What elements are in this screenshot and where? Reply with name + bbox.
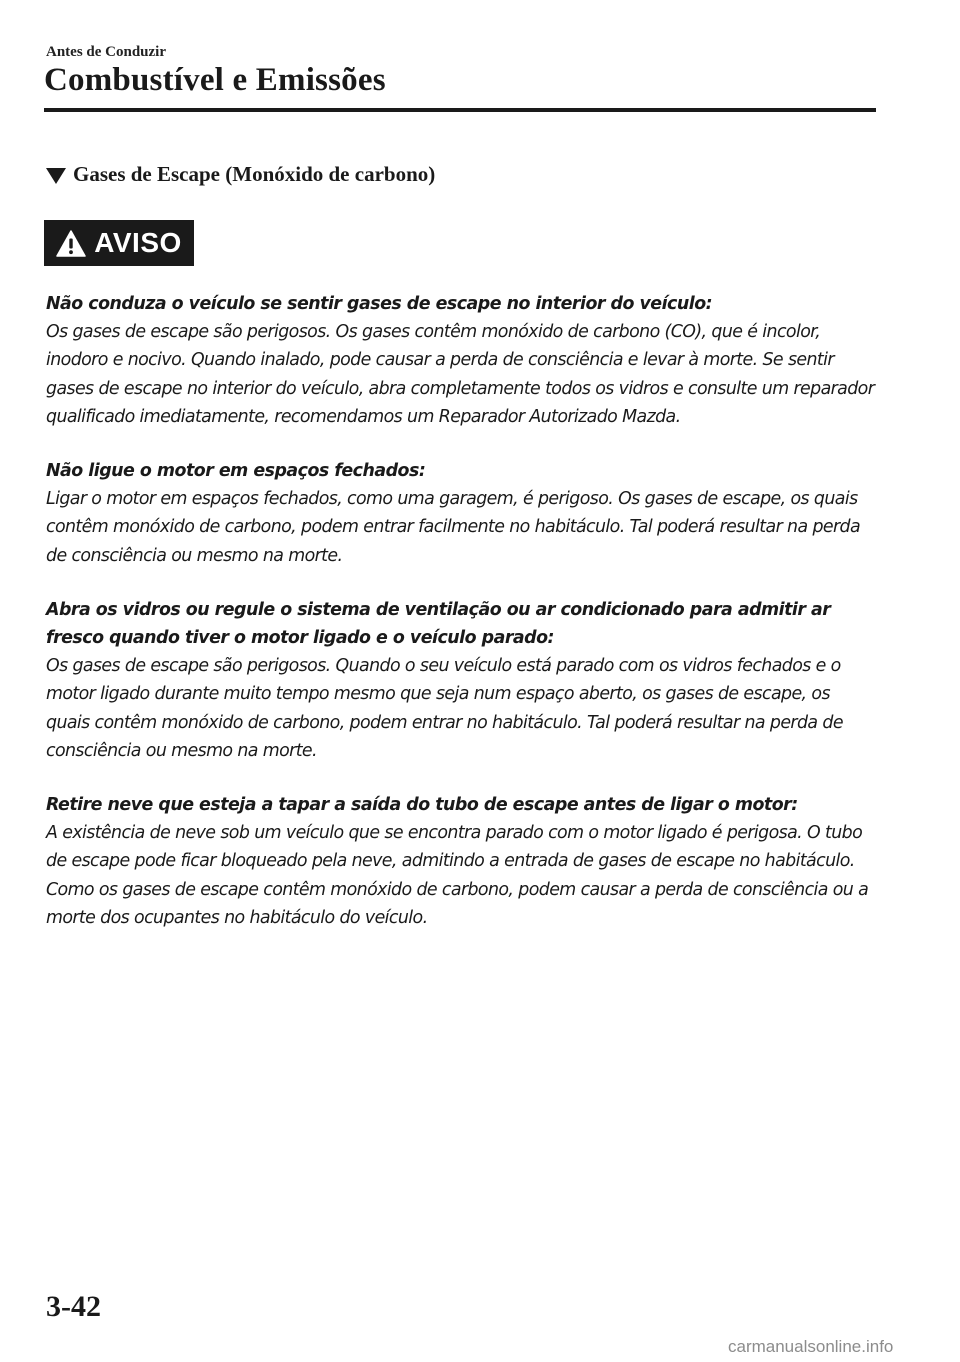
section-heading-text: Gases de Escape (Monóxido de carbono) [73,162,436,186]
warning-title: Não ligue o motor em espaços fechados: [46,461,426,482]
warning-badge-label: AVISO [94,227,182,258]
warning-title: Retire neve que esteja a tapar a saída do tubo de escape antes de ligar o motor: [46,795,798,816]
warning-block [46,290,876,431]
warning-body: Os gases de escape são perigosos. Os gases contêm monóxido de carbono (CO), que é incolor, inodoro e nocivo. Quando inalado, pode causar a perda de consciência e levar à morte. Se sentir gases de escape no interior do veículo, abra completamente todos os vidros e consulte um reparador qualificado imediatamente, recomendamos um Reparador Autorizado Mazda. [46,322,875,427]
warning-triangle-icon [56,230,86,257]
warning-body: A existência de neve sob um veículo que se encontra parado com o motor ligado é perigosa. O tubo de escape pode ficar bloqueado pela neve, admitindo a entrada de gases de escape no habitáculo. Como os gases de escape contêm monóxido de carbono, podem causar a perda de consciência ou a morte dos ocupantes no habitáculo do veículo. [46,823,869,928]
breadcrumb: Antes de Conduzir [46,44,167,60]
page-title: Combustível e Emissões [44,62,386,98]
down-triangle-icon [46,168,66,184]
warning-block [46,596,876,765]
warning-body: Ligar o motor em espaços fechados, como uma garagem, é perigoso. Os gases de escape, os quais contêm monóxido de carbono, podem entrar facilmente no habitáculo. Tal poderá resultar na perda de consciência ou mesmo na morte. [46,489,861,566]
watermark: carmanualsonline.info [728,1337,894,1356]
warning-block [46,457,876,570]
warning-block [46,791,876,932]
warning-content [46,290,876,958]
warning-badge [44,220,194,266]
warning-title: Não conduza o veículo se sentir gases de escape no interior do veículo: [46,294,713,314]
page-number: 3-42 [46,1290,101,1323]
section-heading [46,162,435,187]
warning-body: Os gases de escape são perigosos. Quando o seu veículo está parado com os vidros fechados e o motor ligado durante muito tempo mesmo que seja num espaço aberto, os gases de escape, os quais contêm monóxido de carbono, podem entrar no habitáculo. Tal poderá resultar na perda de consciência ou mesmo na morte. [46,656,843,761]
title-rule [44,108,876,112]
warning-title: Abra os vidros ou regule o sistema de ventilação ou ar condicionado para admitir ar fresco quando tiver o motor ligado e o veículo parado: [46,599,831,649]
